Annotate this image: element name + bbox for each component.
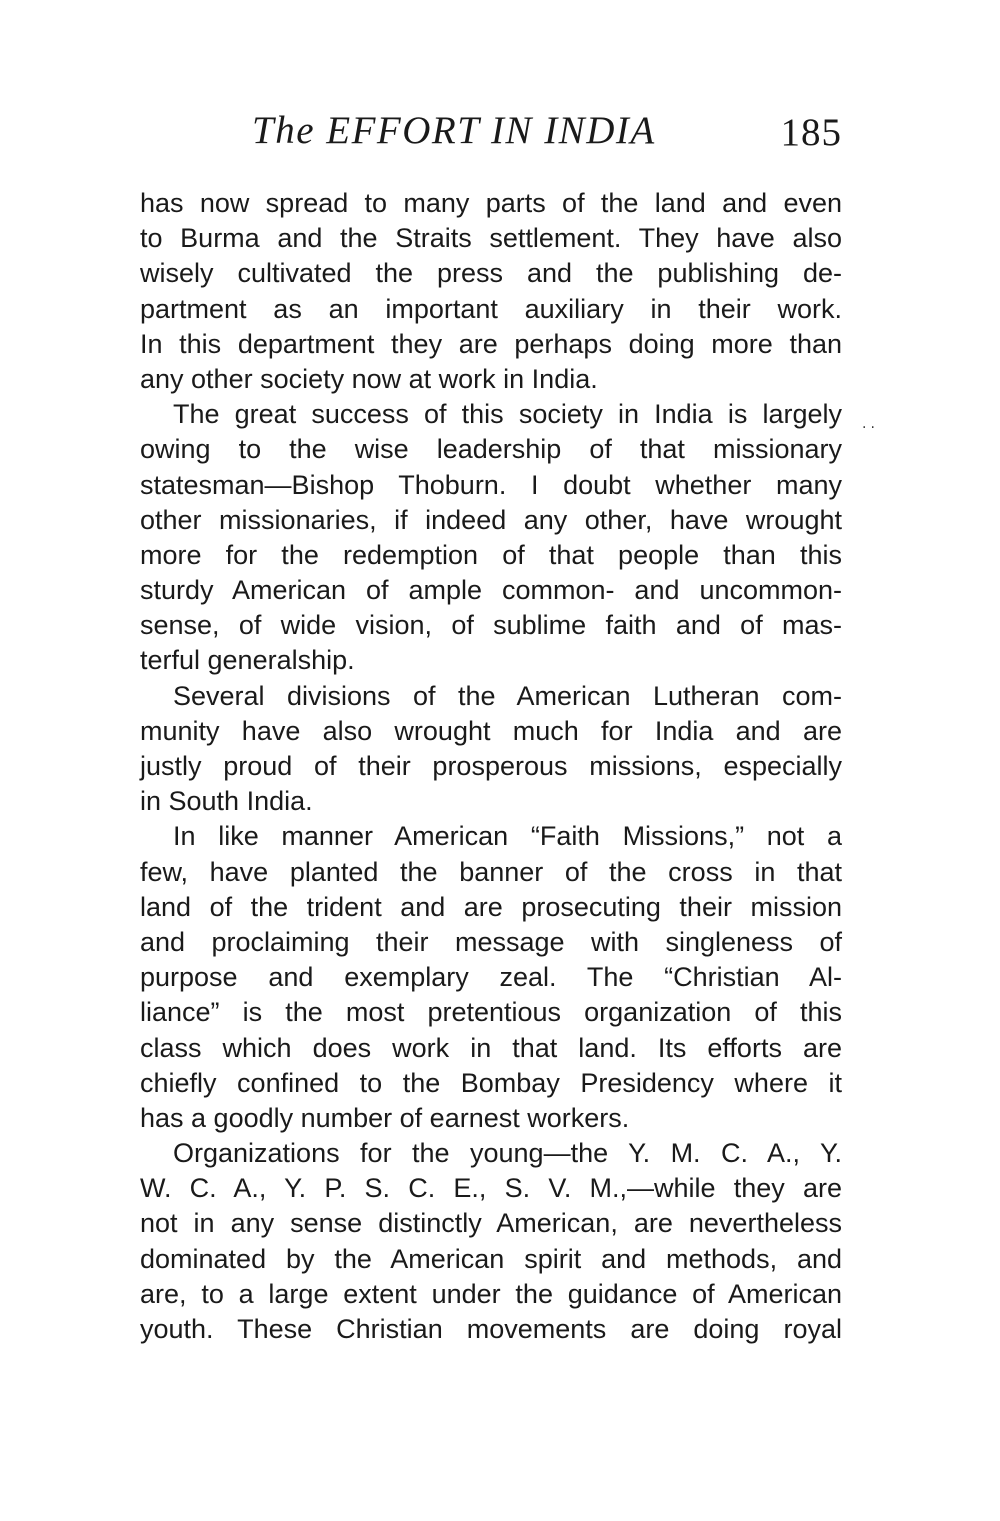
text-line: are, to a large extent under the guidance of American — [140, 1278, 842, 1309]
text-line: has a goodly number of earnest workers. — [140, 1102, 630, 1133]
paragraph — [140, 1136, 842, 1347]
text-line: more for the redemption of that people than this — [140, 539, 842, 570]
paragraph — [140, 679, 842, 820]
text-line: in South India. — [140, 786, 313, 817]
page-number: 185 — [780, 111, 842, 154]
text-line: justly proud of their prosperous missions, especially — [140, 751, 842, 781]
text-line: statesman—Bishop Thoburn. I doubt whether many — [140, 469, 842, 500]
text-line: sense, of wide vision, of sublime faith and of mas- — [140, 610, 842, 641]
body-text — [140, 186, 842, 1347]
running-head: The EFFORT IN INDIA — [252, 109, 656, 152]
paragraph — [140, 819, 842, 1136]
text-line: to Burma and the Straits settlement. They have also — [140, 223, 842, 254]
paragraph — [140, 397, 842, 679]
text-line: liance” is the most pretentious organization of this — [140, 997, 842, 1028]
text-line: wisely cultivated the press and the publishing de- — [140, 258, 842, 289]
text-line: W. C. A., Y. P. S. C. E., S. V. M.,—while they are — [140, 1173, 842, 1204]
paragraph — [140, 186, 842, 397]
text-line: any other society now at work in India. — [140, 363, 598, 394]
page-header — [140, 108, 842, 164]
text-line: chiefly confined to the Bombay Presidency where it — [140, 1067, 842, 1098]
text-line: few, have planted the banner of the cross in that — [140, 856, 842, 887]
text-line: Organizations for the young—the Y. M. C. A., Y. — [173, 1138, 842, 1169]
text-line: not in any sense distinctly American, are nevertheless — [140, 1208, 842, 1239]
text-line: dominated by the American spirit and methods, and — [140, 1243, 842, 1274]
text-line: land of the trident and are prosecuting their mission — [140, 891, 842, 922]
text-line: purpose and exemplary zeal. The “Christian Al- — [140, 962, 842, 993]
text-line: class which does work in that land. Its efforts are — [140, 1032, 842, 1063]
text-line: terful generalship. — [140, 645, 355, 676]
text-line: sturdy American of ample common- and uncommon- — [140, 575, 842, 606]
text-line: In this department they are perhaps doing more than — [140, 328, 842, 359]
text-line: partment as an important auxiliary in their work. — [140, 293, 842, 324]
text-line: owing to the wise leadership of that missionary — [140, 434, 842, 465]
text-line: The great success of this society in India is largely — [173, 399, 842, 430]
text-line: youth. These Christian movements are doing royal — [140, 1314, 842, 1344]
text-line: Several divisions of the American Lutheran com- — [173, 680, 842, 711]
text-line: and proclaiming their message with singleness of — [140, 926, 842, 957]
text-line: other missionaries, if indeed any other, have wrought — [140, 504, 842, 535]
text-line: munity have also wrought much for India and are — [140, 715, 842, 746]
text-line: In like manner American “Faith Missions,” not a — [173, 821, 842, 852]
margin-mark: ·· — [862, 420, 879, 436]
text-line: has now spread to many parts of the land and even — [140, 188, 842, 218]
